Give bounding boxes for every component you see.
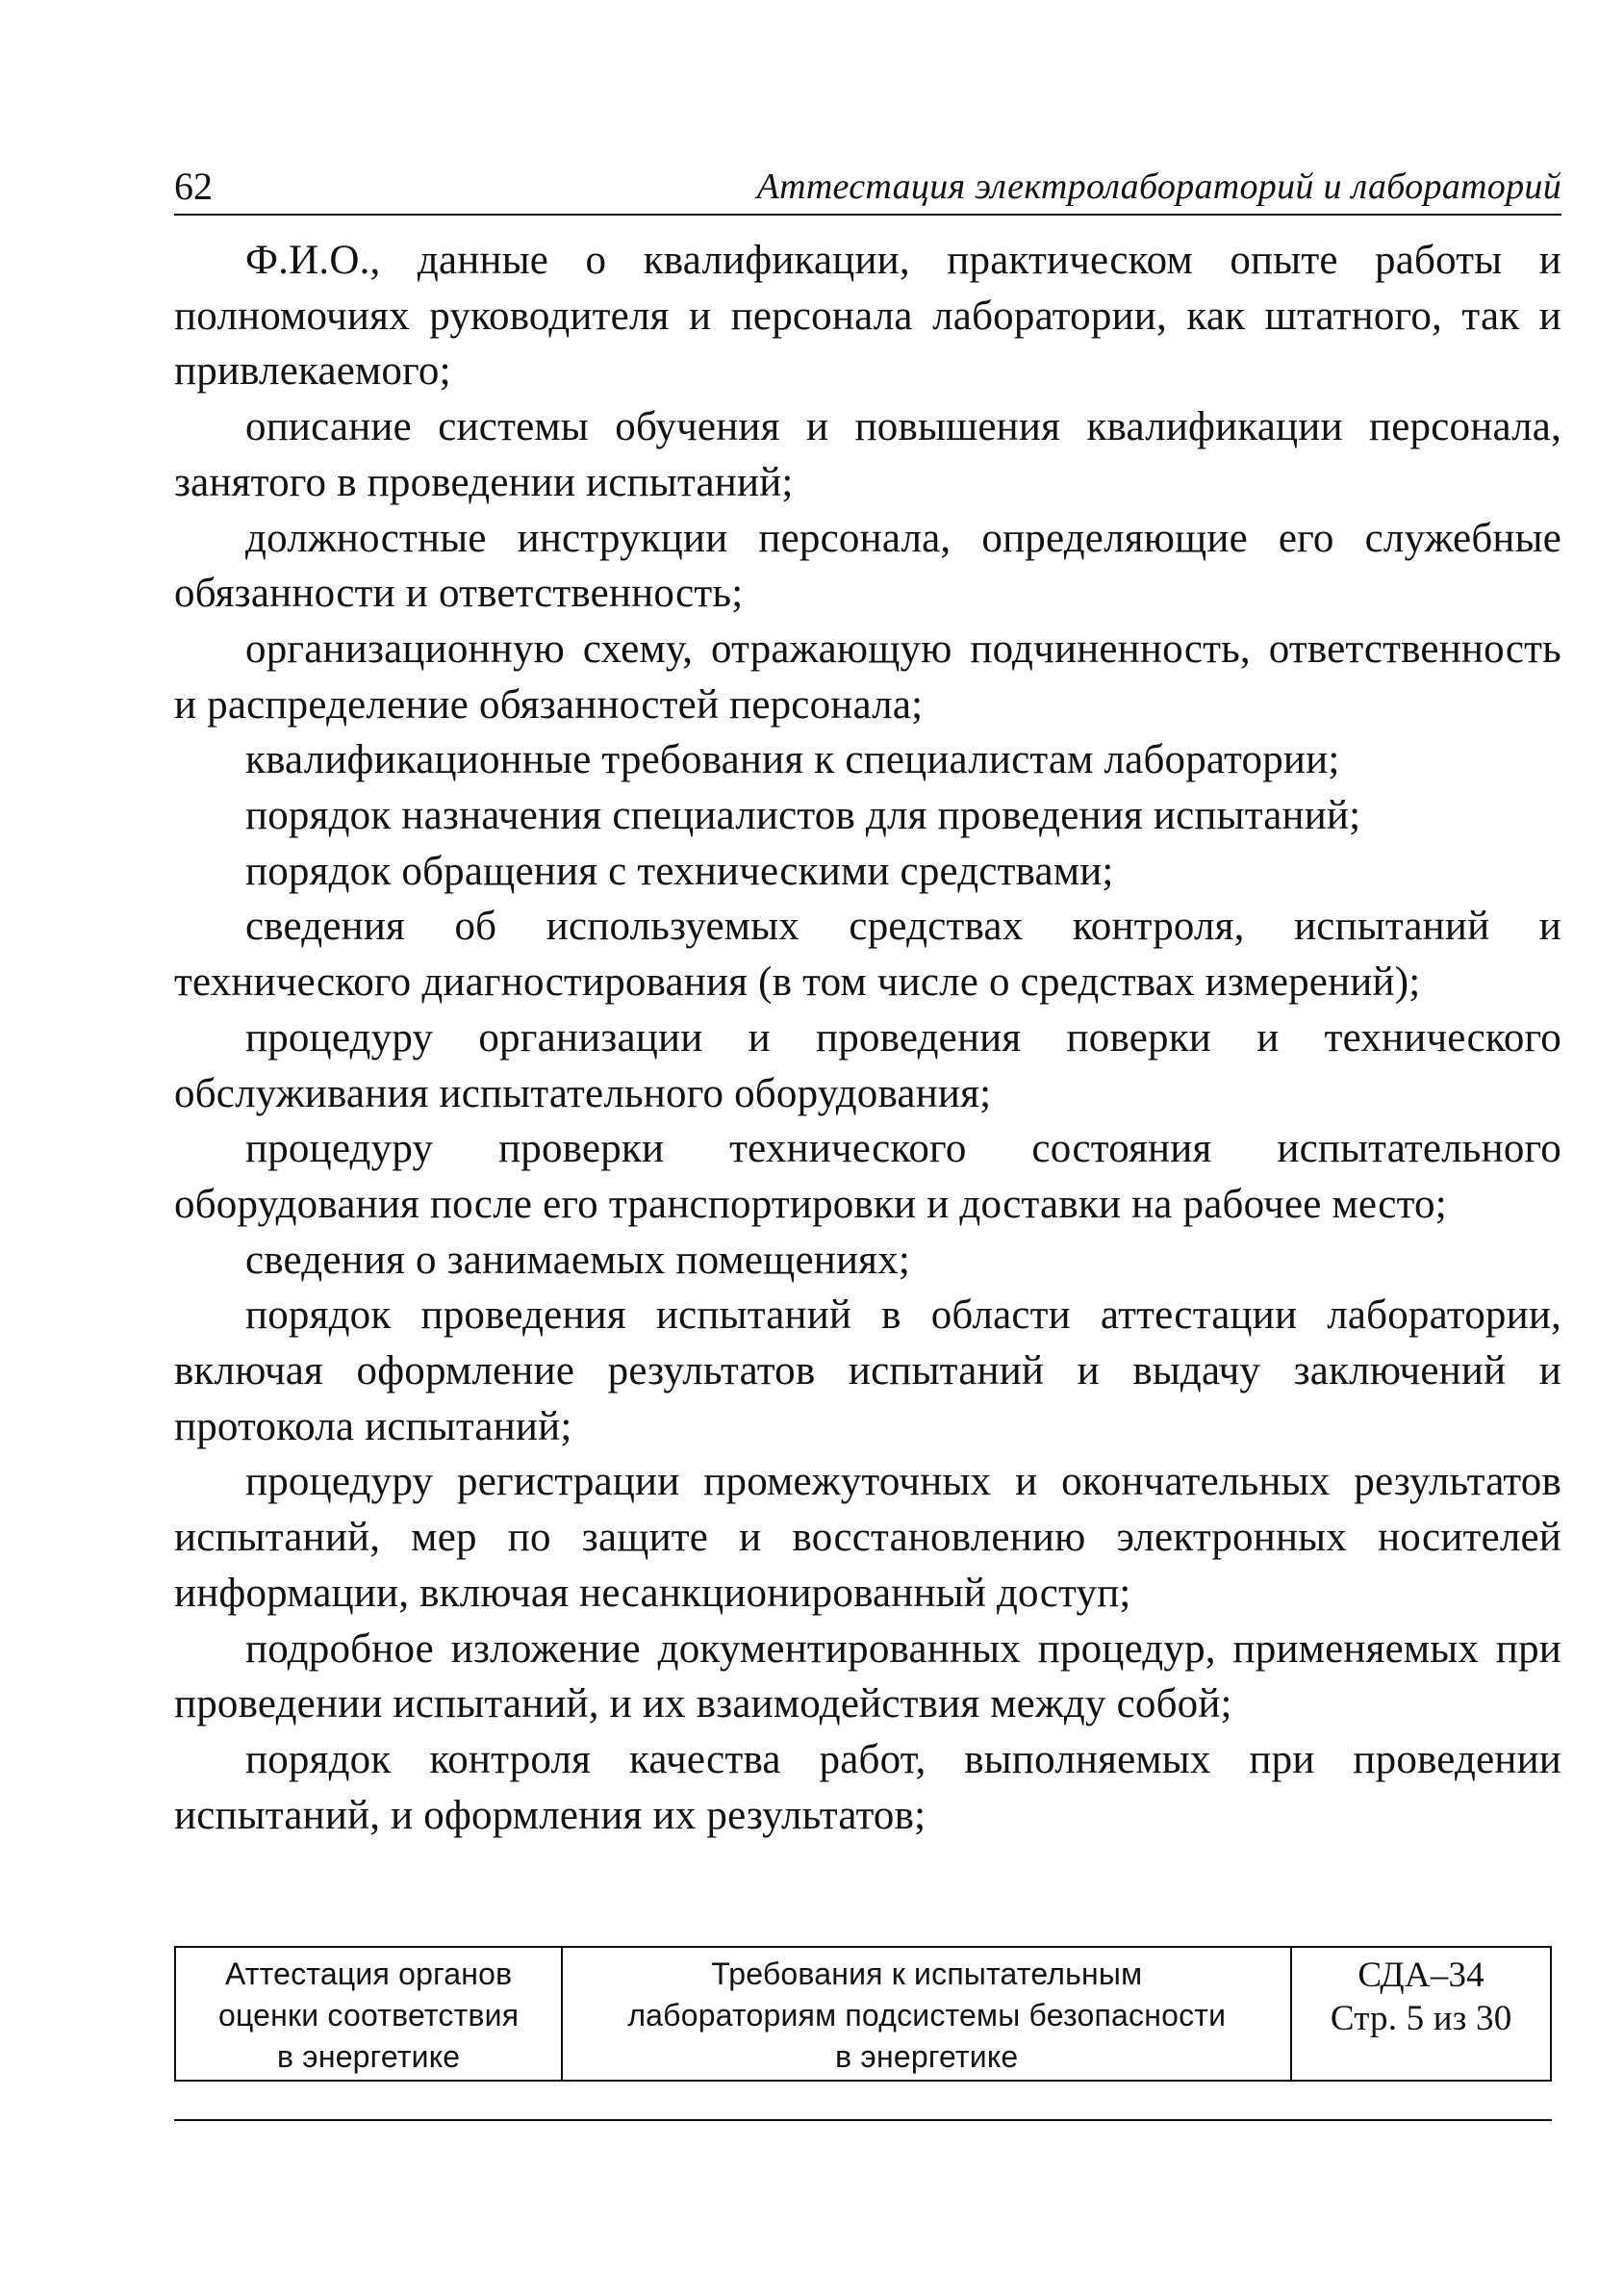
footer-org-line: оценки соответствия <box>218 1998 520 2033</box>
page-content <box>174 164 1561 1843</box>
running-title: Аттестация электролабораторий и лабораторий <box>756 166 1561 207</box>
page-number: 62 <box>174 165 213 208</box>
bottom-rule <box>174 2119 1552 2121</box>
list-item: сведения об используемых средствах контроля, испытаний и технического диагностирования (в том числе о средствах измерений); <box>174 904 1561 1006</box>
footer-title-line: лабораториям подсистемы безопасности <box>627 1998 1227 2033</box>
list-item: процедуру организации и проведения поверки и технического обслуживания испытательного оборудования; <box>174 1014 1561 1116</box>
list-item: сведения о занимаемых помещениях; <box>245 1237 910 1283</box>
footer-org-line: в энергетике <box>277 2039 461 2074</box>
list-item: квалификационные требования к специалистам лаборатории; <box>245 737 1340 783</box>
list-item: описание системы обучения и повышения квалификации персонала, занятого в проведении испытаний; <box>174 404 1561 505</box>
page-counter: Стр. 5 из 30 <box>1330 1999 1512 2038</box>
page-header <box>174 164 1561 219</box>
table-row <box>175 1947 1551 2081</box>
list-item: порядок назначения специалистов для проведения испытаний; <box>245 793 1361 839</box>
list-item: процедуру проверки технического состояния испытательного оборудования после его транспортировки и доставки на рабочее место; <box>174 1126 1561 1227</box>
list-item: порядок обращения с техническими средствами; <box>245 848 1114 894</box>
footer-title-line: в энергетике <box>835 2039 1019 2074</box>
list-item: порядок контроля качества работ, выполняемых при проведении испытаний, и оформления их результатов; <box>174 1736 1561 1838</box>
document-footer-table <box>174 1946 1552 2082</box>
list-item: Ф.И.О., данные о квалификации, практическом опыте работы и полномочиях руководителя и персонала лаборатории, как штатного, так и привлекаемого; <box>174 238 1561 395</box>
list-item: процедуру регистрации промежуточных и окончательных результатов испытаний, мер по защите и восстановлению электронных носителей информации, включая несанкционированный доступ; <box>174 1459 1561 1616</box>
body-text <box>174 233 1561 1843</box>
list-item: порядок проведения испытаний в области аттестации лаборатории, включая оформление результатов испытаний и выдачу заключений и протокола испытаний; <box>174 1292 1561 1449</box>
footer-org-line: Аттестация органов <box>224 1956 513 1991</box>
list-item: подробное изложение документированных процедур, применяемых при проведении испытаний, и их взаимодействия между собой; <box>174 1625 1561 1727</box>
footer-title-cell <box>562 1947 1291 2081</box>
header-rule <box>174 214 1561 216</box>
footer-doc-code-cell <box>1291 1947 1551 2081</box>
list-item: должностные инструкции персонала, определяющие его служебные обязанности и ответственность; <box>174 515 1561 617</box>
list-item: организационную схему, отражающую подчиненность, ответственность и распределение обязанностей персонала; <box>174 626 1561 728</box>
footer-title-line: Требования к испытательным <box>711 1956 1143 1991</box>
footer-org-cell <box>175 1947 562 2081</box>
document-code: СДА–34 <box>1358 1956 1484 1995</box>
